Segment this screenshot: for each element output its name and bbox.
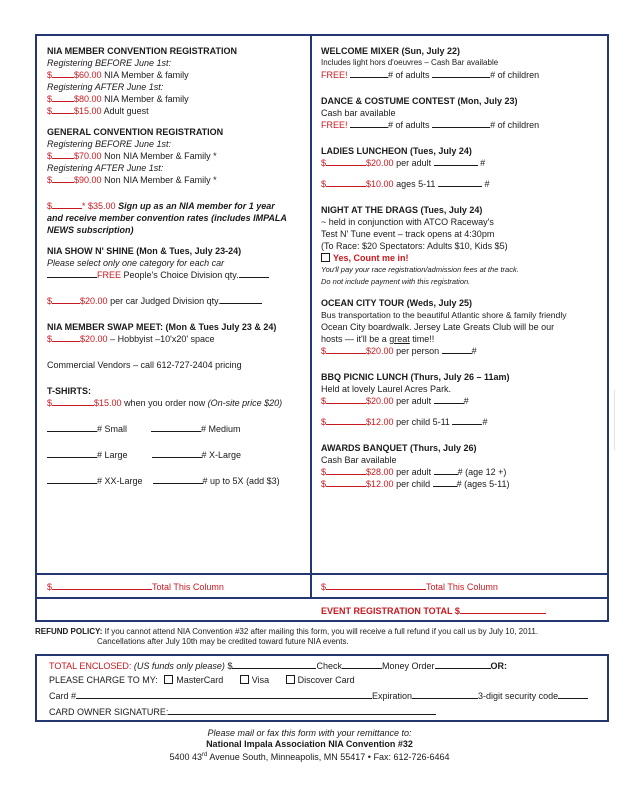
bbq-price2: $12.00 — [366, 417, 394, 427]
tshirts-onsite: (On-site price $20) — [207, 398, 283, 408]
signup-line3: NEWS subscription) — [47, 225, 134, 235]
left-total-field[interactable] — [52, 581, 152, 590]
left-total — [47, 581, 224, 593]
ocean-line3b: great — [389, 334, 410, 344]
ocean-line2: Ocean City boardwalk. Jersey Late Greats Club will be our — [321, 322, 555, 332]
ocean-label: per person — [396, 346, 440, 356]
show-shine-note: Please select only one category for each car — [47, 258, 225, 268]
total-enclosed-label: TOTAL ENCLOSED: — [49, 661, 132, 671]
swap-meet-label: – Hobbyist –10'x20' space — [110, 334, 215, 344]
drags-yes: Yes, Count me in! — [333, 253, 409, 263]
left-total-dollar: $ — [47, 582, 53, 592]
luncheon-price2: $10.00 — [366, 179, 394, 189]
visa-label: Visa — [251, 675, 270, 685]
mastercard-label: MasterCard — [176, 675, 224, 685]
or-label: OR: — [490, 661, 507, 671]
general-price2: $90.00 — [74, 175, 102, 185]
swap-meet-field[interactable] — [52, 333, 80, 342]
swap-meet-title: NIA MEMBER SWAP MEET: (Mon & Tues July 23 & 24) — [47, 322, 277, 332]
bbq-label2: per child 5-11 — [396, 417, 450, 427]
general-label2: Non NIA Member & Family * — [104, 175, 217, 185]
member-label3: Adult guest — [103, 106, 149, 116]
dance-children: # of children — [490, 120, 540, 130]
size-medium: # Medium — [201, 424, 241, 434]
banquet-price2: $12.00 — [366, 479, 394, 489]
member-price3: $15.00 — [74, 106, 102, 116]
size-small: # Small — [97, 424, 128, 434]
total-enclosed-field[interactable] — [232, 660, 316, 669]
mixer-adults-field[interactable] — [350, 69, 388, 78]
ocean-field[interactable] — [326, 345, 366, 354]
swap-meet-price: $20.00 — [80, 334, 108, 344]
member-label2: NIA Member & family — [104, 94, 189, 104]
signature-label: CARD OWNER SIGNATURE: — [49, 707, 169, 717]
expiration-label: Expiration — [372, 691, 413, 701]
banquet-title: AWARDS BANQUET (Thurs, July 26) — [321, 443, 477, 453]
event-total-label: EVENT REGISTRATION TOTAL $ — [321, 606, 460, 616]
medium-qty[interactable] — [151, 423, 201, 432]
footer-line3 — [0, 750, 619, 763]
money-order-field[interactable] — [435, 660, 491, 669]
security-code-label: 3-digit security code — [478, 691, 559, 701]
free-division-field[interactable] — [47, 269, 97, 278]
mastercard-checkbox[interactable] — [164, 675, 173, 684]
footer-line2: National Impala Association NIA Convention #32 — [206, 739, 413, 749]
ocean-hash: # — [471, 346, 477, 356]
member-label1: NIA Member & family — [104, 70, 189, 80]
drags-checkbox[interactable] — [321, 253, 330, 262]
signup-line1: Sign up as an NIA member for 1 year — [118, 201, 275, 211]
judged-division-qty[interactable] — [220, 295, 262, 304]
general-reg-title: GENERAL CONVENTION REGISTRATION — [47, 127, 224, 137]
large-qty[interactable] — [47, 449, 97, 458]
drags-note2: Do not include payment with this registration. — [321, 277, 471, 286]
general-before-label: Registering BEFORE June 1st: — [47, 139, 172, 149]
show-shine-price: $20.00 — [80, 296, 108, 306]
card-number-field[interactable] — [76, 690, 372, 699]
general-after-label: Registering AFTER June 1st: — [47, 163, 164, 173]
luncheon-price1: $20.00 — [366, 158, 394, 168]
column-divider — [310, 34, 312, 599]
bbq-hash2: # — [482, 417, 488, 427]
payment-box — [35, 654, 609, 722]
bbq-child-field[interactable] — [326, 416, 366, 425]
drags-line1: ~ held in conjunction with ATCO Raceway's — [321, 217, 494, 227]
member-reg-title: NIA MEMBER CONVENTION REGISTRATION — [47, 46, 238, 56]
total-dollar: $ — [227, 661, 233, 671]
drags-title: NIGHT AT THE DRAGS (Tues, July 24) — [321, 205, 483, 215]
banquet-adult-field[interactable] — [326, 466, 366, 475]
right-total-label: Total This Column — [426, 582, 498, 592]
xxlarge-qty[interactable] — [47, 475, 97, 484]
dance-adults: # of adults — [388, 120, 430, 130]
banquet-label2: per child — [396, 479, 431, 489]
mixer-title: WELCOME MIXER (Sun, July 22) — [321, 46, 461, 56]
discover-label: Discover Card — [297, 675, 355, 685]
member-price3-field[interactable] — [52, 105, 74, 114]
banquet-adult-qty[interactable] — [434, 466, 458, 475]
tshirts-price: $15.00 — [94, 398, 122, 408]
member-price2: $80.00 — [74, 94, 102, 104]
luncheon-child-field[interactable] — [326, 178, 366, 187]
show-shine-free: FREE — [97, 270, 122, 280]
footer-address-rest: Avenue South, Minneapolis, MN 55417 • Fax: 612-726-6464 — [209, 752, 450, 762]
dance-note: Cash bar available — [321, 108, 396, 118]
right-total — [321, 581, 498, 593]
refund-label: REFUND POLICY: — [35, 627, 103, 636]
bbq-child-qty[interactable] — [452, 416, 482, 425]
general-label1: Non NIA Member & Family * — [104, 151, 217, 161]
ocean-price: $20.00 — [366, 346, 394, 356]
left-column: NIA MEMBER CONVENTION REGISTRATION Registering BEFORE June 1st: $ $60.00 NIA Member & family Registering AFTER June 1st: $ $80.00 NIA Member & family $ $15.00 Adult guest GENERAL CONVENTION REGISTRATION Registering BEFORE June 1st: $ $70.00 Non NIA Member & Family * Registering AFTER June 1st: $ $90.00 Non NIA Member & Family * $ * $35.00 Sign up as an NIA member for 1 year and receive member convention rates (includes IMPALA NEWS subscription) NIA SHOW N' SHINE (Mon & Tues, July 23-24) Please select only one category for each car FREE People's Choice Division qty. $ $20.00 per car Judged Division qty. NIA MEMBER SWAP MEET: (Mon & Tues July 23 & 24) $ $20.00 – Hobbyist –10'x20' space Commercial Vendors – call 612-727-2404 pricing T-SHIRTS: $ $15.00 when you order now (On-site price $20) # Small # Medium # Large # X-Large # XX-Large # up to 5X (add $3) — [47, 45, 305, 487]
charge-label: PLEASE CHARGE TO MY: — [49, 675, 158, 685]
us-funds-note: (US funds only please) — [133, 661, 225, 671]
event-total — [321, 605, 546, 617]
tshirts-field[interactable] — [52, 397, 94, 406]
tshirts-label: when you order now — [124, 398, 206, 408]
money-order-label: Money Order — [381, 661, 435, 671]
drags-note1: You'll pay your race registration/admission fees at the track. — [321, 265, 519, 274]
luncheon-title: LADIES LUNCHEON (Tues, July 24) — [321, 146, 472, 156]
mixer-children: # of children — [490, 70, 540, 80]
up5x-qty[interactable] — [153, 475, 203, 484]
dance-children-field[interactable] — [432, 119, 490, 128]
check-label: Check — [316, 661, 342, 671]
event-total-divider — [35, 597, 609, 599]
card-label: Card # — [49, 691, 77, 701]
free-division-qty[interactable] — [239, 269, 269, 278]
footer-address-number: 5400 43 — [169, 752, 203, 762]
luncheon-hash2: # — [484, 179, 490, 189]
visa-checkbox[interactable] — [240, 675, 249, 684]
banquet-label1: per adult — [396, 467, 432, 477]
right-column: WELCOME MIXER (Sun, July 22) Includes light hors d'oeuvres – Cash Bar available FREE! # of adults # of children DANCE & COSTUME CONTEST (Mon, July 23) Cash bar available FREE! # of adults # of children LADIES LUNCHEON (Tues, July 24) $ $20.00 per adult # $ $10.00 ages 5-11 # NIGHT AT THE DRAGS (Tues, July 24) ~ held in conjunction with ATCO Raceway's Test N' Tune event – track opens at 4:30pm (To Race: $20 Spectators: Adults $10, Kids $5) Yes, Count me in! You'll pay your race registration/admission fees at the track. Do not include payment with this registration. OCEAN CITY TOUR (Weds, July 25) Bus transportation to the beautiful Atlantic shore & family friendly Ocean City boardwalk. Jersey Late Greats Club will be our hosts — it'll be a great time!! $ $20.00 per person # BBQ PICNIC LUNCH (Thurs, July 26 – 11am) Held at lovely Laurel Acres Park. $ $20.00 per adult # $ $12.00 per child 5-11 # AWARDS BANQUET (Thurs, July 26) Cash Bar available $ $28.00 per adult # (age 12 +) $ $12.00 per child # (ages 5-11) — [321, 45, 606, 490]
drags-line2: Test N' Tune event – track opens at 4:30pm — [321, 229, 495, 239]
member-after-label: Registering AFTER June 1st: — [47, 82, 164, 92]
member-price1-field[interactable] — [52, 69, 74, 78]
luncheon-adult-field[interactable] — [326, 157, 366, 166]
refund-text2: Cancellations after July 10th may be credited toward future NIA events. — [97, 637, 349, 646]
banquet-age2: # (ages 5-11) — [456, 479, 510, 489]
bbq-hash1: # — [463, 396, 469, 406]
signature-field[interactable] — [168, 706, 436, 715]
right-total-field[interactable] — [326, 581, 426, 590]
luncheon-label1: per adult — [396, 158, 432, 168]
expiration-field[interactable] — [412, 690, 478, 699]
member-price1: $60.00 — [74, 70, 102, 80]
totals-divider — [35, 573, 609, 575]
security-code-field[interactable] — [558, 690, 588, 699]
mixer-note: Includes light hors d'oeuvres – Cash Bar available — [321, 58, 499, 67]
scan-edge — [614, 390, 615, 450]
bbq-adult-qty[interactable] — [434, 395, 464, 404]
ocean-qty[interactable] — [442, 345, 472, 354]
member-price2-field[interactable] — [52, 93, 74, 102]
footer-line1: Please mail or fax this form with your remittance to: — [207, 728, 412, 738]
tshirts-title: T-SHIRTS: — [47, 386, 91, 396]
dance-free: FREE! — [321, 120, 348, 130]
refund-policy — [35, 627, 609, 647]
vendors-note: Commercial Vendors – call 612-727-2404 pricing — [47, 360, 242, 370]
luncheon-hash1: # — [480, 158, 486, 168]
footer — [0, 728, 619, 763]
show-shine-free-label: People's Choice Division qty. — [123, 270, 239, 280]
event-total-field[interactable] — [460, 605, 546, 614]
xlarge-qty[interactable] — [152, 449, 202, 458]
size-xlarge: # X-Large — [201, 450, 242, 460]
discover-checkbox[interactable] — [286, 675, 295, 684]
banquet-child-qty[interactable] — [433, 478, 457, 487]
general-price1: $70.00 — [74, 151, 102, 161]
mixer-adults: # of adults — [388, 70, 430, 80]
signup-price: * $35.00 — [82, 201, 116, 211]
check-field[interactable] — [342, 660, 382, 669]
ocean-line3a: hosts — it'll be a — [321, 334, 387, 344]
member-before-label: Registering BEFORE June 1st: — [47, 58, 172, 68]
bbq-adult-field[interactable] — [326, 395, 366, 404]
refund-text1: If you cannot attend NIA Convention #32 after mailing this form, you will receive a full refund if you call us by July 10, 2011. — [104, 627, 539, 636]
luncheon-child-qty[interactable] — [438, 178, 482, 187]
dance-adults-field[interactable] — [350, 119, 388, 128]
bbq-title: BBQ PICNIC LUNCH (Thurs, July 26 – 11am) — [321, 372, 510, 382]
bbq-label1: per adult — [396, 396, 432, 406]
banquet-child-field[interactable] — [326, 478, 366, 487]
left-total-label: Total This Column — [152, 582, 224, 592]
dance-title: DANCE & COSTUME CONTEST (Mon, July 23) — [321, 96, 518, 106]
general-price2-field[interactable] — [52, 174, 74, 183]
mixer-free: FREE! — [321, 70, 348, 80]
banquet-note: Cash Bar available — [321, 455, 397, 465]
signup-field[interactable] — [52, 200, 82, 209]
luncheon-label2: ages 5-11 — [396, 179, 436, 189]
footer-address-suffix: rd — [202, 752, 208, 758]
drags-line3: (To Race: $20 Spectators: Adults $10, Kids $5) — [321, 241, 508, 251]
general-price1-field[interactable] — [52, 150, 74, 159]
ocean-line1: Bus transportation to the beautiful Atlantic shore & family friendly — [321, 310, 567, 320]
luncheon-adult-qty[interactable] — [434, 157, 478, 166]
ocean-line3c: time!! — [412, 334, 435, 344]
small-qty[interactable] — [47, 423, 97, 432]
banquet-price1: $28.00 — [366, 467, 394, 477]
bbq-note: Held at lovely Laurel Acres Park. — [321, 384, 452, 394]
show-shine-price-label: per car Judged Division qty. — [110, 296, 221, 306]
size-up5x: # up to 5X (add $3) — [202, 476, 280, 486]
right-total-dollar: $ — [321, 582, 327, 592]
ocean-title: OCEAN CITY TOUR (Weds, July 25) — [321, 298, 473, 308]
show-shine-title: NIA SHOW N' SHINE (Mon & Tues, July 23-24) — [47, 246, 242, 256]
judged-division-field[interactable] — [52, 295, 80, 304]
signup-line2: and receive member convention rates (includes IMPALA — [47, 213, 287, 223]
bbq-price1: $20.00 — [366, 396, 394, 406]
size-large: # Large — [97, 450, 128, 460]
banquet-age1: # (age 12 +) — [457, 467, 507, 477]
mixer-children-field[interactable] — [432, 69, 490, 78]
size-xxlarge: # XX-Large — [97, 476, 143, 486]
